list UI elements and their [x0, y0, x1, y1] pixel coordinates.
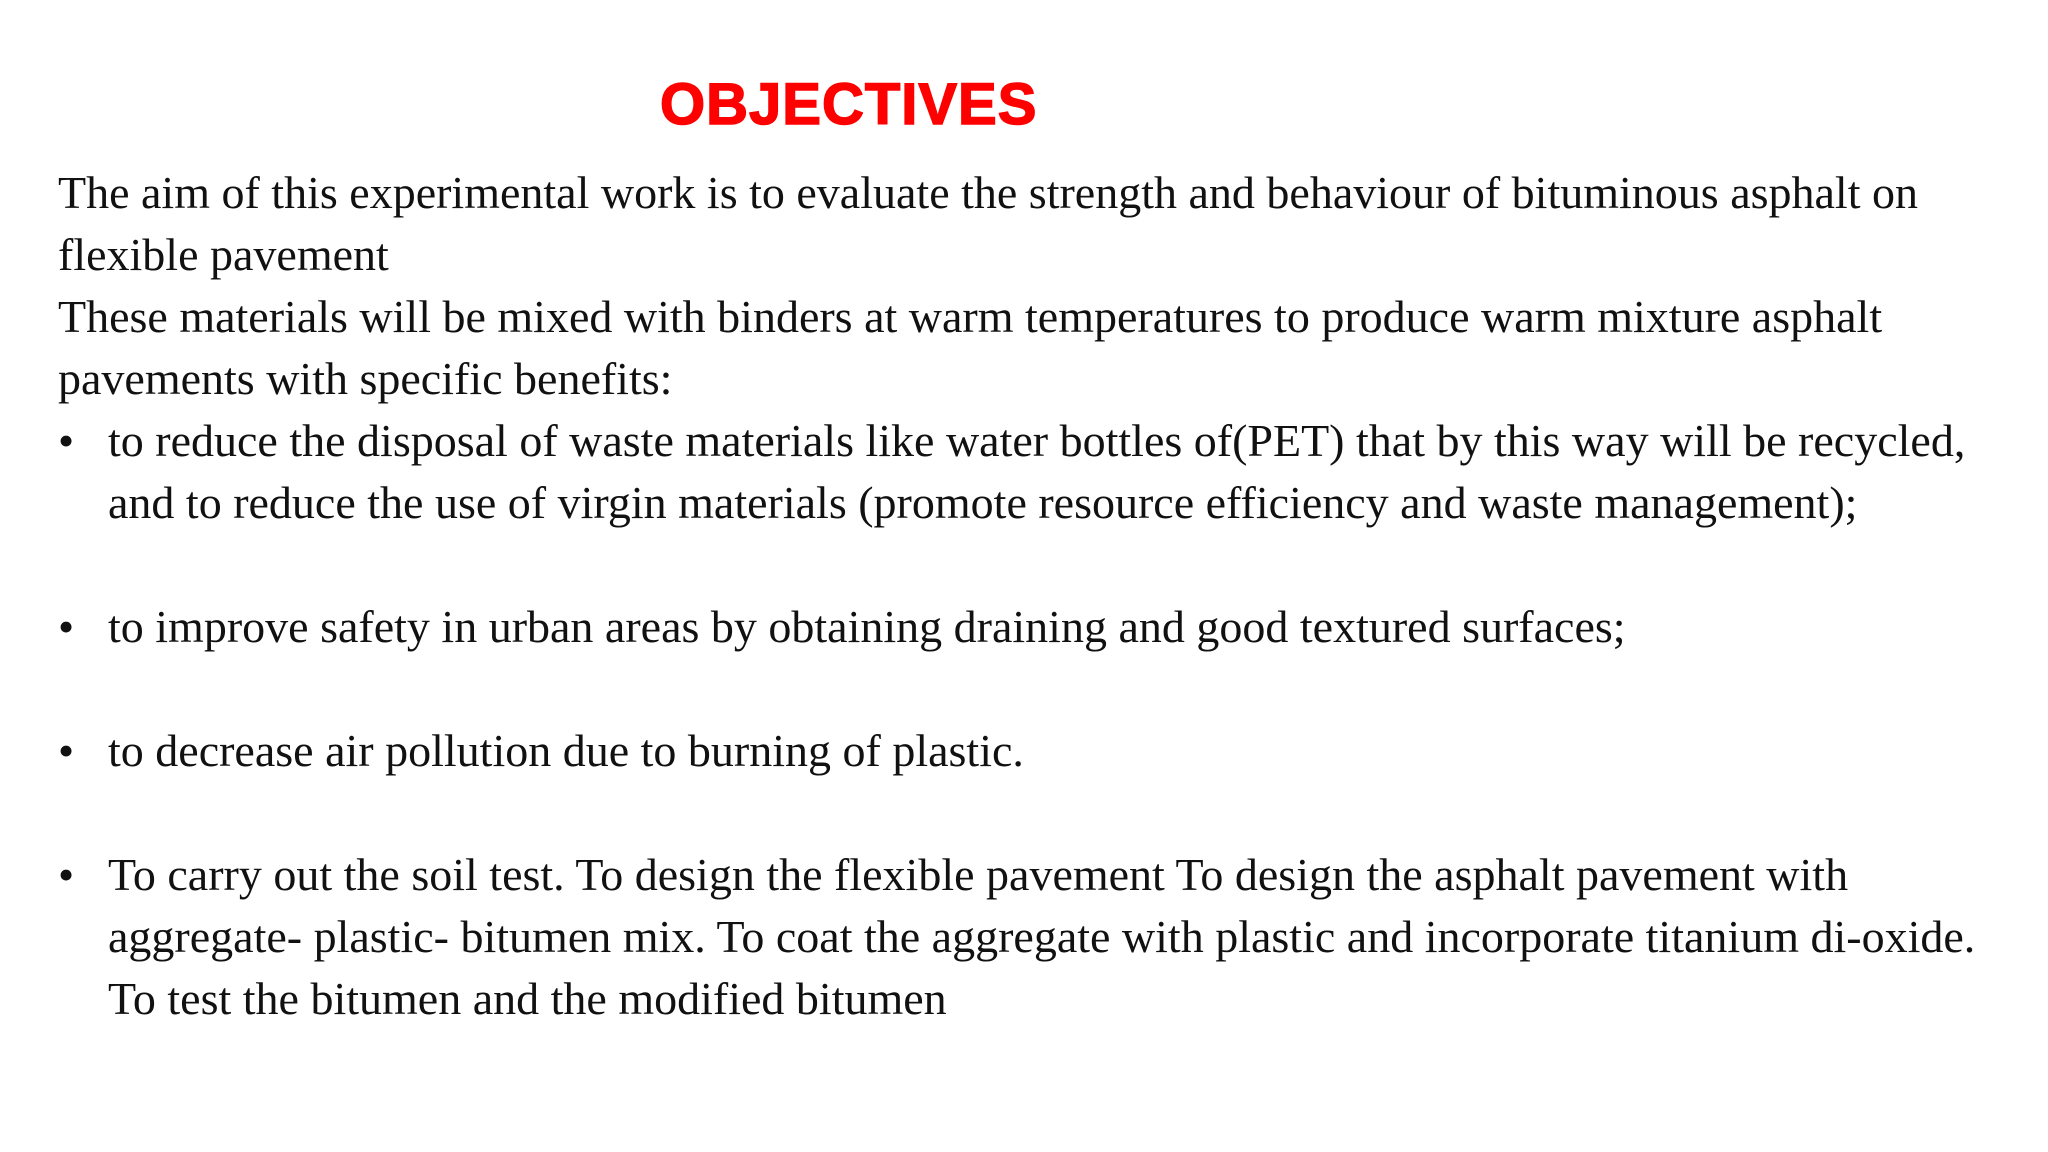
list-item — [58, 410, 2018, 534]
list-item — [58, 844, 2018, 1030]
slide-title: OBJECTIVES — [660, 72, 1038, 137]
list-item-text: To carry out the soil test. To design the flexible pavement To design the asphalt pavement with aggregate- plastic- bitumen mix. To coat the aggregate with plastic and incorporate titanium di-oxide. To test the bitumen and the modified bitumen — [108, 849, 1976, 1024]
intro-paragraph-materials: These materials will be mixed with binders at warm temperatures to produce warm mixture asphalt pavements with specific benefits: — [58, 291, 1883, 404]
list-item-text: to decrease air pollution due to burning of plastic. — [108, 725, 1024, 776]
objectives-list — [58, 410, 2018, 1030]
list-item — [58, 596, 2018, 658]
bullet-icon: • — [58, 415, 75, 466]
bullet-icon: • — [58, 601, 75, 652]
list-item — [58, 720, 2018, 782]
bullet-icon: • — [58, 725, 75, 776]
intro-text — [58, 162, 2018, 410]
list-item-text: to improve safety in urban areas by obtaining draining and good textured surfaces; — [108, 601, 1626, 652]
list-item-text: to reduce the disposal of waste materials like water bottles of(PET) that by this way will be recycled, and to reduce the use of virgin materials (promote resource efficiency and waste management); — [108, 415, 1966, 528]
intro-paragraph-aim: The aim of this experimental work is to evaluate the strength and behaviour of bituminous asphalt on flexible pavement — [58, 167, 1918, 280]
bullet-icon: • — [58, 849, 75, 900]
